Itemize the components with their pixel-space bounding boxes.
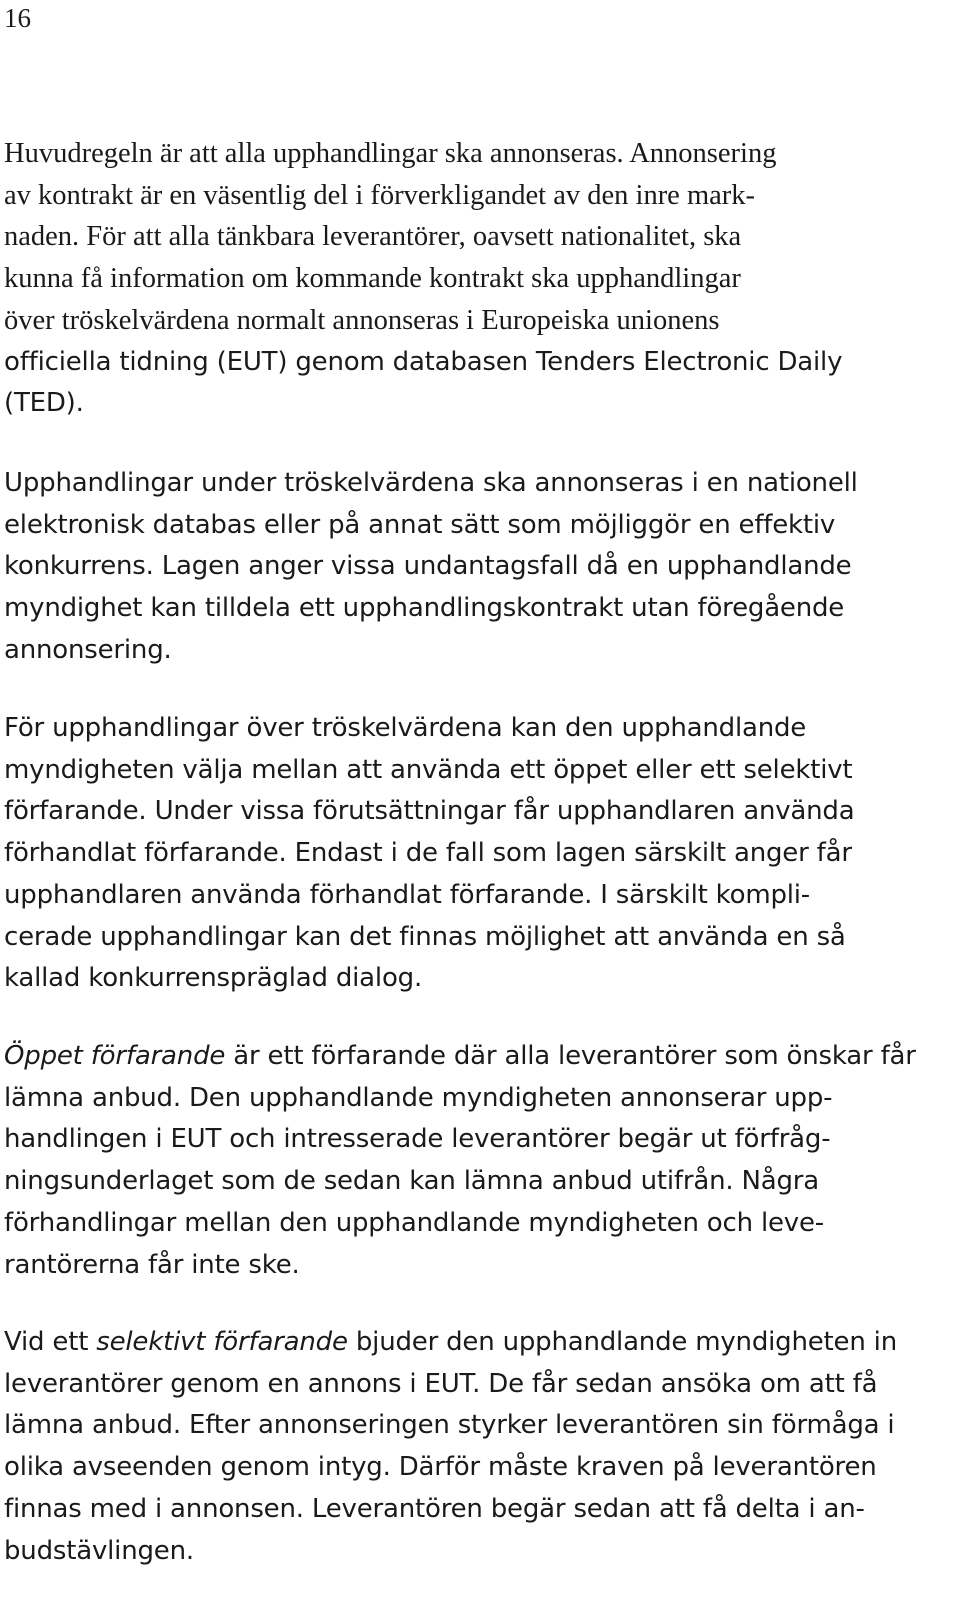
text-fragment: bjuder den upphandlande myndigheten in [347, 1327, 897, 1357]
text-line: elektronisk databas eller på annat sätt som möjliggör en effektiv [4, 509, 836, 540]
text-line: konkurrens. Lagen anger vissa undantagsfall då en upphandlande [4, 551, 852, 582]
text-fragment: Vid ett [4, 1327, 97, 1357]
term-selective-procedure: selektivt förfarande [96, 1327, 348, 1357]
text-line: myndighet kan tilldela ett upphandlingskontrakt utan föregående [4, 593, 845, 624]
text-line: kunna få information om kommande kontrakt ska upphandlingar [4, 263, 741, 295]
text-fragment: är ett förfarande där alla leverantörer som önskar får [225, 1041, 916, 1071]
text-line: förhandlingar mellan den upphandlande myndigheten och leve- [4, 1207, 824, 1238]
text-line: upphandlaren använda förhandlat förfarande. I särskilt kompli- [4, 879, 810, 910]
text-line: lämna anbud. Efter annonseringen styrker leverantören sin förmåga i [4, 1410, 895, 1441]
text-line: Upphandlingar under tröskelvärdena ska annonseras i en nationell [4, 468, 858, 498]
text-line: över tröskelvärdena normalt annonseras i Europeiska unionens [4, 304, 720, 336]
text-line: ningsunderlaget som de sedan kan lämna anbud utifrån. Några [4, 1166, 820, 1197]
text-line: av kontrakt är en väsentlig del i förverkligandet av den inre mark- [4, 179, 756, 211]
text-line: rantörerna får inte ske. [4, 1249, 300, 1280]
paragraph-above-thresholds [4, 708, 944, 1000]
text-line: kallad konkurrenspräglad dialog. [4, 963, 423, 994]
paragraph-open-procedure [4, 1036, 944, 1286]
text-line: förfarande. Under vissa förutsättningar får upphandlaren använda [4, 796, 855, 827]
text-line: förhandlat förfarande. Endast i de fall som lagen särskilt anger får [4, 838, 852, 869]
term-open-procedure: Öppet förfarande [4, 1041, 226, 1071]
paragraph-main-rule [4, 133, 944, 425]
text-line: naden. För att alla tänkbara leverantörer, oavsett nationalitet, ska [4, 221, 742, 253]
text-line: leverantörer genom en annons i EUT. De får sedan ansöka om att få [4, 1368, 878, 1399]
text-line: finnas med i annonsen. Leverantören begär sedan att få delta i an- [4, 1493, 865, 1524]
paragraph-below-thresholds [4, 463, 944, 672]
text-line: handlingen i EUT och intresserade leverantörer begär ut förfråg- [4, 1124, 831, 1155]
text-line: (TED). [4, 388, 84, 419]
text-line: officiella tidning (EUT) genom databasen Tenders Electronic Daily [4, 346, 843, 377]
paragraph-selective-procedure [4, 1322, 944, 1572]
text-line: myndigheten välja mellan att använda ett öppet eller ett selektivt [4, 754, 853, 785]
text-line: cerade upphandlingar kan det finnas möjlighet att använda en så [4, 921, 846, 952]
page-number: 16 [4, 3, 31, 33]
text-line: budstävlingen. [4, 1535, 194, 1566]
text-line: annonsering. [4, 634, 172, 665]
text-line: lämna anbud. Den upphandlande myndigheten annonserar upp- [4, 1082, 833, 1113]
text-line: Huvudregeln är att alla upphandlingar ska annonseras. Annonsering [4, 138, 777, 169]
text-line: olika avseenden genom intyg. Därför måste kraven på leverantören [4, 1452, 877, 1483]
text-line [4, 1036, 944, 1078]
text-line: För upphandlingar över tröskelvärdena kan den upphandlande [4, 713, 807, 743]
text-line [4, 1322, 944, 1364]
